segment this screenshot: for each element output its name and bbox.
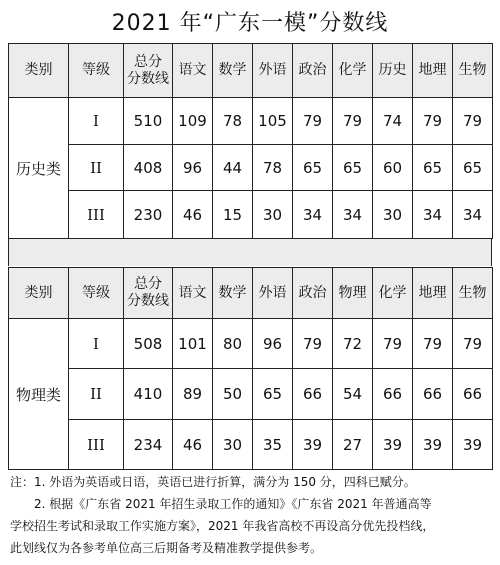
score-cell: 35 xyxy=(253,420,293,470)
score-cell: 109 xyxy=(173,98,213,145)
score-cell: 508 xyxy=(124,319,173,369)
score-cell: 408 xyxy=(124,145,173,191)
score-cell: 79 xyxy=(453,98,493,145)
score-cell: 79 xyxy=(413,98,453,145)
score-cell: 34 xyxy=(333,191,373,239)
score-cell: 66 xyxy=(453,369,493,420)
score-cell: 65 xyxy=(413,145,453,191)
table-row xyxy=(9,319,493,369)
header-cell: 政治 xyxy=(293,268,333,319)
table-row xyxy=(9,369,493,420)
score-cell: 30 xyxy=(373,191,413,239)
score-cell: 89 xyxy=(173,369,213,420)
score-cell: 410 xyxy=(124,369,173,420)
score-cell: 72 xyxy=(333,319,373,369)
header-cell: 总分 分数线 xyxy=(124,44,173,98)
header-cell: 外语 xyxy=(253,44,293,98)
score-cell: 65 xyxy=(253,369,293,420)
header-cell: 总分 分数线 xyxy=(124,268,173,319)
grade-cell: II xyxy=(69,369,124,420)
score-cell: 101 xyxy=(173,319,213,369)
footnote-line: 2. 根据《广东省 2021 年招生录取工作的通知》《广东省 2021 年普通高等 xyxy=(34,497,432,511)
grade-cell: II xyxy=(69,145,124,191)
score-cell: 66 xyxy=(373,369,413,420)
score-cell: 79 xyxy=(293,319,333,369)
score-cell: 78 xyxy=(253,145,293,191)
header-cell: 语文 xyxy=(173,44,213,98)
header-cell: 地理 xyxy=(413,268,453,319)
score-cell: 74 xyxy=(373,98,413,145)
score-cell: 79 xyxy=(293,98,333,145)
score-cell: 79 xyxy=(413,319,453,369)
category-cell: 物理类 xyxy=(9,319,69,470)
table-row xyxy=(9,145,493,191)
score-cell: 39 xyxy=(293,420,333,470)
grade-cell: III xyxy=(69,420,124,470)
table-row xyxy=(9,420,493,470)
score-cell: 46 xyxy=(173,420,213,470)
header-cell: 政治 xyxy=(293,44,333,98)
score-cell: 66 xyxy=(413,369,453,420)
history-score-table xyxy=(8,43,493,239)
score-cell: 78 xyxy=(213,98,253,145)
score-cell: 510 xyxy=(124,98,173,145)
table-header-row xyxy=(9,268,493,319)
score-cell: 27 xyxy=(333,420,373,470)
physics-score-table xyxy=(8,267,493,470)
score-cell: 44 xyxy=(213,145,253,191)
score-cell: 46 xyxy=(173,191,213,239)
table-separator xyxy=(8,239,492,266)
category-cell: 历史类 xyxy=(9,98,69,239)
score-cell: 39 xyxy=(413,420,453,470)
grade-cell: I xyxy=(69,98,124,145)
score-cell: 54 xyxy=(333,369,373,420)
score-cell: 65 xyxy=(333,145,373,191)
grade-cell: III xyxy=(69,191,124,239)
footnote-line: 此划线仅为各参考单位高三后期备考及精准教学提供参考。 xyxy=(10,541,323,555)
header-cell: 化学 xyxy=(373,268,413,319)
header-cell: 类别 xyxy=(9,44,69,98)
score-cell: 96 xyxy=(253,319,293,369)
header-cell: 物理 xyxy=(333,268,373,319)
score-cell: 230 xyxy=(124,191,173,239)
header-cell: 数学 xyxy=(213,268,253,319)
score-cell: 234 xyxy=(124,420,173,470)
header-cell: 类别 xyxy=(9,268,69,319)
score-cell: 39 xyxy=(453,420,493,470)
header-cell: 数学 xyxy=(213,44,253,98)
score-cell: 79 xyxy=(373,319,413,369)
score-cell: 30 xyxy=(253,191,293,239)
header-cell: 历史 xyxy=(373,44,413,98)
score-cell: 65 xyxy=(453,145,493,191)
score-cell: 34 xyxy=(293,191,333,239)
score-cell: 34 xyxy=(453,191,493,239)
header-cell: 生物 xyxy=(453,268,493,319)
header-cell: 外语 xyxy=(253,268,293,319)
score-cell: 39 xyxy=(373,420,413,470)
header-cell: 等级 xyxy=(69,44,124,98)
score-cell: 30 xyxy=(213,420,253,470)
footnotes xyxy=(10,471,494,559)
header-cell: 语文 xyxy=(173,268,213,319)
table-row xyxy=(9,98,493,145)
score-cell: 65 xyxy=(293,145,333,191)
footnote-line: 学校招生考试和录取工作实施方案》，2021 年我省高校不再设高分优先投档线， xyxy=(10,519,435,533)
score-cell: 79 xyxy=(333,98,373,145)
table-row xyxy=(9,191,493,239)
score-cell: 80 xyxy=(213,319,253,369)
header-cell: 等级 xyxy=(69,268,124,319)
table-header-row xyxy=(9,44,493,98)
score-cell: 60 xyxy=(373,145,413,191)
header-cell: 化学 xyxy=(333,44,373,98)
score-cell: 50 xyxy=(213,369,253,420)
header-cell: 生物 xyxy=(453,44,493,98)
score-cell: 66 xyxy=(293,369,333,420)
footnote-line: 注：1. 外语为英语或日语，英语已进行折算，满分为 150 分，四科已赋分。 xyxy=(10,475,416,489)
score-cell: 105 xyxy=(253,98,293,145)
score-cell: 96 xyxy=(173,145,213,191)
score-cell: 34 xyxy=(413,191,453,239)
score-cell: 15 xyxy=(213,191,253,239)
page-title: 2021 年“广东一模”分数线 xyxy=(111,11,389,36)
grade-cell: I xyxy=(69,319,124,369)
score-cell: 79 xyxy=(453,319,493,369)
header-cell: 地理 xyxy=(413,44,453,98)
